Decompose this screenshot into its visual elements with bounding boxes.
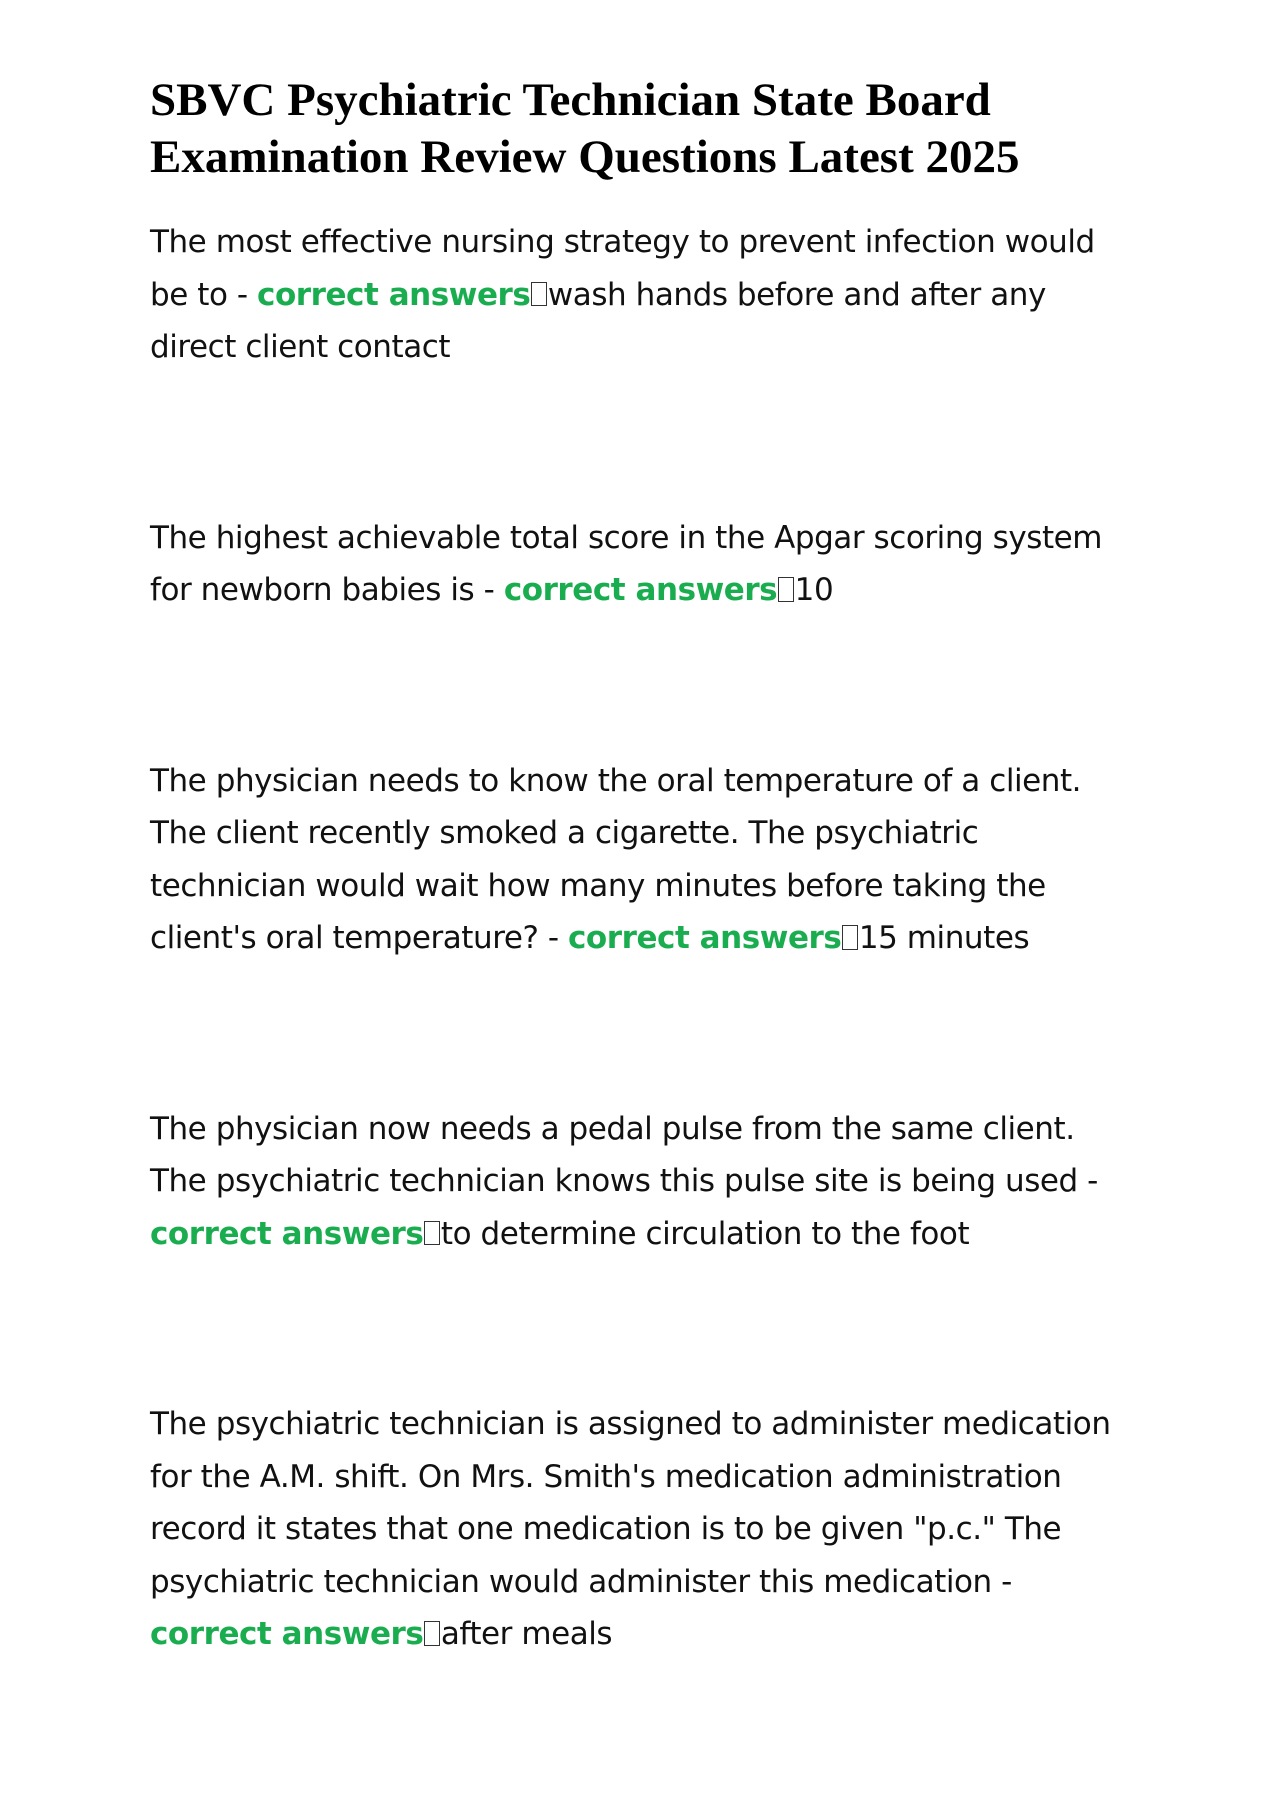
missing-glyph-icon [424,1621,440,1645]
answer-label: correct answers [150,1616,424,1652]
missing-glyph-icon [424,1221,440,1245]
answer-label: correct answers [150,1215,424,1252]
answer-label: correct answers [503,572,778,608]
answer-text: 10 [794,572,834,608]
question-text: The physician now needs a pedal pulse from the same client. The psychiatric technician knows this pulse site is being used - [150,1110,1098,1199]
question-text: The psychiatric technician is assigned to administer medication for the A.M. shift. On Mrs. Smith's medication administration record it states that one medication is to be given "p.c." The psychiatric technician would administer this medication - [150,1406,1111,1600]
answer-text: 15 minutes [858,920,1030,956]
missing-glyph-icon [778,577,794,601]
document-title: SBVC Psychiatric Technician State Board Examination Review Questions Latest 2025 [150,74,1020,183]
answer-label: correct answers [257,276,531,313]
qa-item-2 [150,512,1140,617]
question-text: The highest achievable total score in the Apgar scoring system for newborn babies is - [150,519,1103,608]
answer-label: correct answers [568,920,842,956]
answer-text: wash hands before and after any direct client contact [150,276,1046,365]
question-text: The physician needs to know the oral temperature of a client. The client recently smoked a cigarette. The psychiatric technician would wait how many minutes before taking the client's oral temperature? - [150,762,1082,956]
missing-glyph-icon [531,282,547,306]
qa-item-3 [150,755,1140,965]
qa-item-4 [150,1103,1140,1261]
answer-text: after meals [440,1616,613,1652]
qa-item-5 [150,1398,1140,1661]
document-page [150,72,1140,1799]
qa-item-1 [150,216,1140,374]
question-text: The most effective nursing strategy to prevent infection would be to - [150,224,1095,313]
answer-text: to determine circulation to the foot [440,1215,970,1252]
missing-glyph-icon [842,925,858,949]
